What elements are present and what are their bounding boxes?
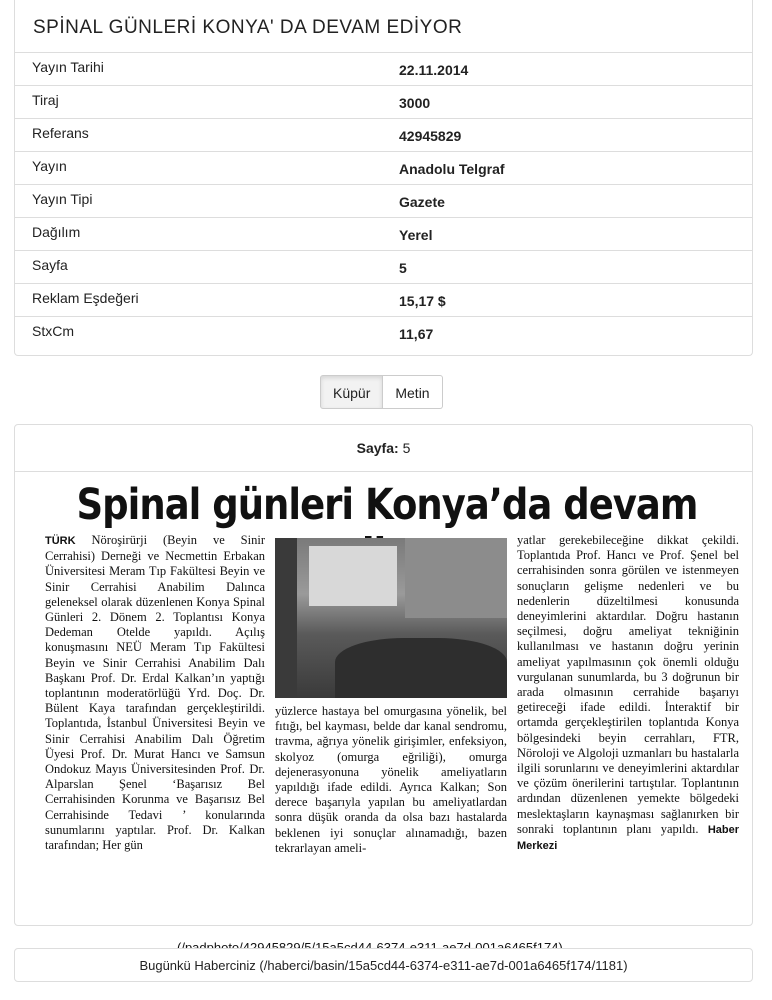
tab-kupur[interactable]: Küpür (320, 375, 383, 409)
info-label: StxCm (32, 323, 74, 339)
info-row-publication (15, 152, 752, 185)
info-row-date (15, 53, 752, 86)
info-value: 42945829 (399, 128, 462, 144)
publication-info-card (14, 0, 753, 356)
lead-word: TÜRK (45, 535, 76, 547)
footer-reporter-link[interactable]: Bugünkü Haberciniz (/haberci/basin/15a5cd44-6374-e311-ae7d-001a6465f174/1181) (14, 948, 753, 982)
article-column-3 (517, 533, 739, 854)
page-title: SPİNAL GÜNLERİ KONYA' DA DEVAM EDİYOR (15, 0, 752, 53)
clipping-headline: Spinal günleri Konya’da devam (76, 480, 698, 530)
newspaper-clipping (37, 480, 740, 900)
info-row-reference (15, 119, 752, 152)
info-label: Yayın (32, 158, 67, 174)
info-value: 15,17 $ (399, 293, 446, 309)
info-label: Tiraj (32, 92, 59, 108)
page-number-label: Sayfa: (356, 440, 399, 456)
info-value: Gazete (399, 194, 445, 210)
info-label: Sayfa (32, 257, 68, 273)
info-label: Yayın Tarihi (32, 59, 104, 75)
info-value: Anadolu Telgraf (399, 161, 505, 177)
info-row-ad-equivalent (15, 284, 752, 317)
info-value: 3000 (399, 95, 431, 111)
meeting-photo (275, 538, 507, 698)
info-label: Dağılım (32, 224, 81, 240)
info-label: Referans (32, 125, 89, 141)
column-3-text: yatlar gerekebileceğine dikkat çekildi. Toplantıda Prof. Hancı ve Prof. Şenel bel cerrahisinden sonra görülen ve istenmeyen sonuçların gelişme nedenleri ve bu nedenlerin düzeltilmesi konusunda deneyimlerini aktardılar. Doğru hastanın seçilmesi, doğru ameliyat tekniğinin kullanılması ve hastanın doğru yerinin ameliyat yapılmasının çok önemli olduğu vurgulanan sunumlarda, bu 3 doğrunun bir arada olmasının cerrahide başarıyı getireceği ifade edildi. İnteraktif bir ortamda gerçekleştirilen toplantıda Konya bölgesindeki beyin cerrahları, FTR, Nöroloji ve Algoloji uzmanları bu hastalarla ilgili sorunlarını ve deneyimlerini aktardılar ve çözüm önerilerini tartıştılar. Toplantının ardından düzenlenen yemekte bölgedeki meslektaşların kaynaşması sağlanırken bir sonraki toplantının planı yapıldı. (517, 533, 739, 836)
page-number-header (15, 425, 752, 472)
info-row-circulation (15, 86, 752, 119)
byline: Haber Merkezi (517, 823, 740, 853)
info-value: Yerel (399, 227, 433, 243)
info-value: 5 (399, 260, 407, 276)
info-row-publication-type (15, 185, 752, 218)
info-value: 11,67 (399, 326, 434, 342)
article-column-1 (45, 533, 265, 853)
page-number-value: 5 (402, 440, 411, 456)
article-column-2: yüzlerce hastaya bel omurgasına yönelik, bel fıtığı, bel kayması, belde dar kanal sendromu, travma, ağrıya yönelik girişimler, enfeksiyon, skolyoz (omurga eğriliği), omurga dejenerasyonuna yönelik ameliyatların yapıldığı ifade edildi. Ayrıca Kalkan; Son derece başarıyla yapılan bu ameliyatlardan sonra düşük oranda da olsa bazı hastalarda beklenen iyi sonuçlar alınamadığı, bazen tekrarlayan ameli- (275, 704, 507, 855)
info-row-page (15, 251, 752, 284)
info-row-stxcm (15, 317, 752, 349)
info-label: Yayın Tipi (32, 191, 93, 207)
view-tabs (320, 375, 443, 409)
clipping-card (14, 424, 753, 926)
info-label: Reklam Eşdeğeri (32, 290, 139, 306)
column-1-text: Nöroşirürji (Beyin ve Sinir Cerrahisi) Derneği ve Necmettin Erbakan Üniversitesi Meram Tıp Fakültesi Beyin ve Sinir Cerrahisi Anabilim Dalınca geleneksel olarak düzenlenen Konya Spinal Günleri 2. Dönem 2. Toplantısı Konya Dedeman Otelde yapıldı. Açılış konuşmasını NEÜ Meram Tıp Fakültesi Beyin ve Sinir Cerrahisi Anabilim Dalı Başkanı Prof. Dr. Erdal Kalkan’ın yaptığı toplantının moderatörlüğü Yrd. Doç. Dr. Bülent Kaya tarafından gerçekleştirildi. Toplantıda, İstanbul Üniversitesi Beyin ve Sinir Cerrahisi Anabilim Dalı Öğretim Üyesi Prof. Dr. Murat Hancı ve Samsun Ondokuz Mayıs Üniversitesinden Prof. Dr. Alparslan Şenel ‘Başarısız Bel Cerrahisinden Korunma ve Başarısız Bel Cerrahisinde Tedavi ’ konularında sunumlarını yaptılar. Prof. Dr. Kalkan tarafından; Her gün (45, 533, 265, 853)
tab-metin[interactable]: Metin (383, 375, 442, 409)
info-value: 22.11.2014 (399, 62, 469, 78)
info-row-distribution (15, 218, 752, 251)
